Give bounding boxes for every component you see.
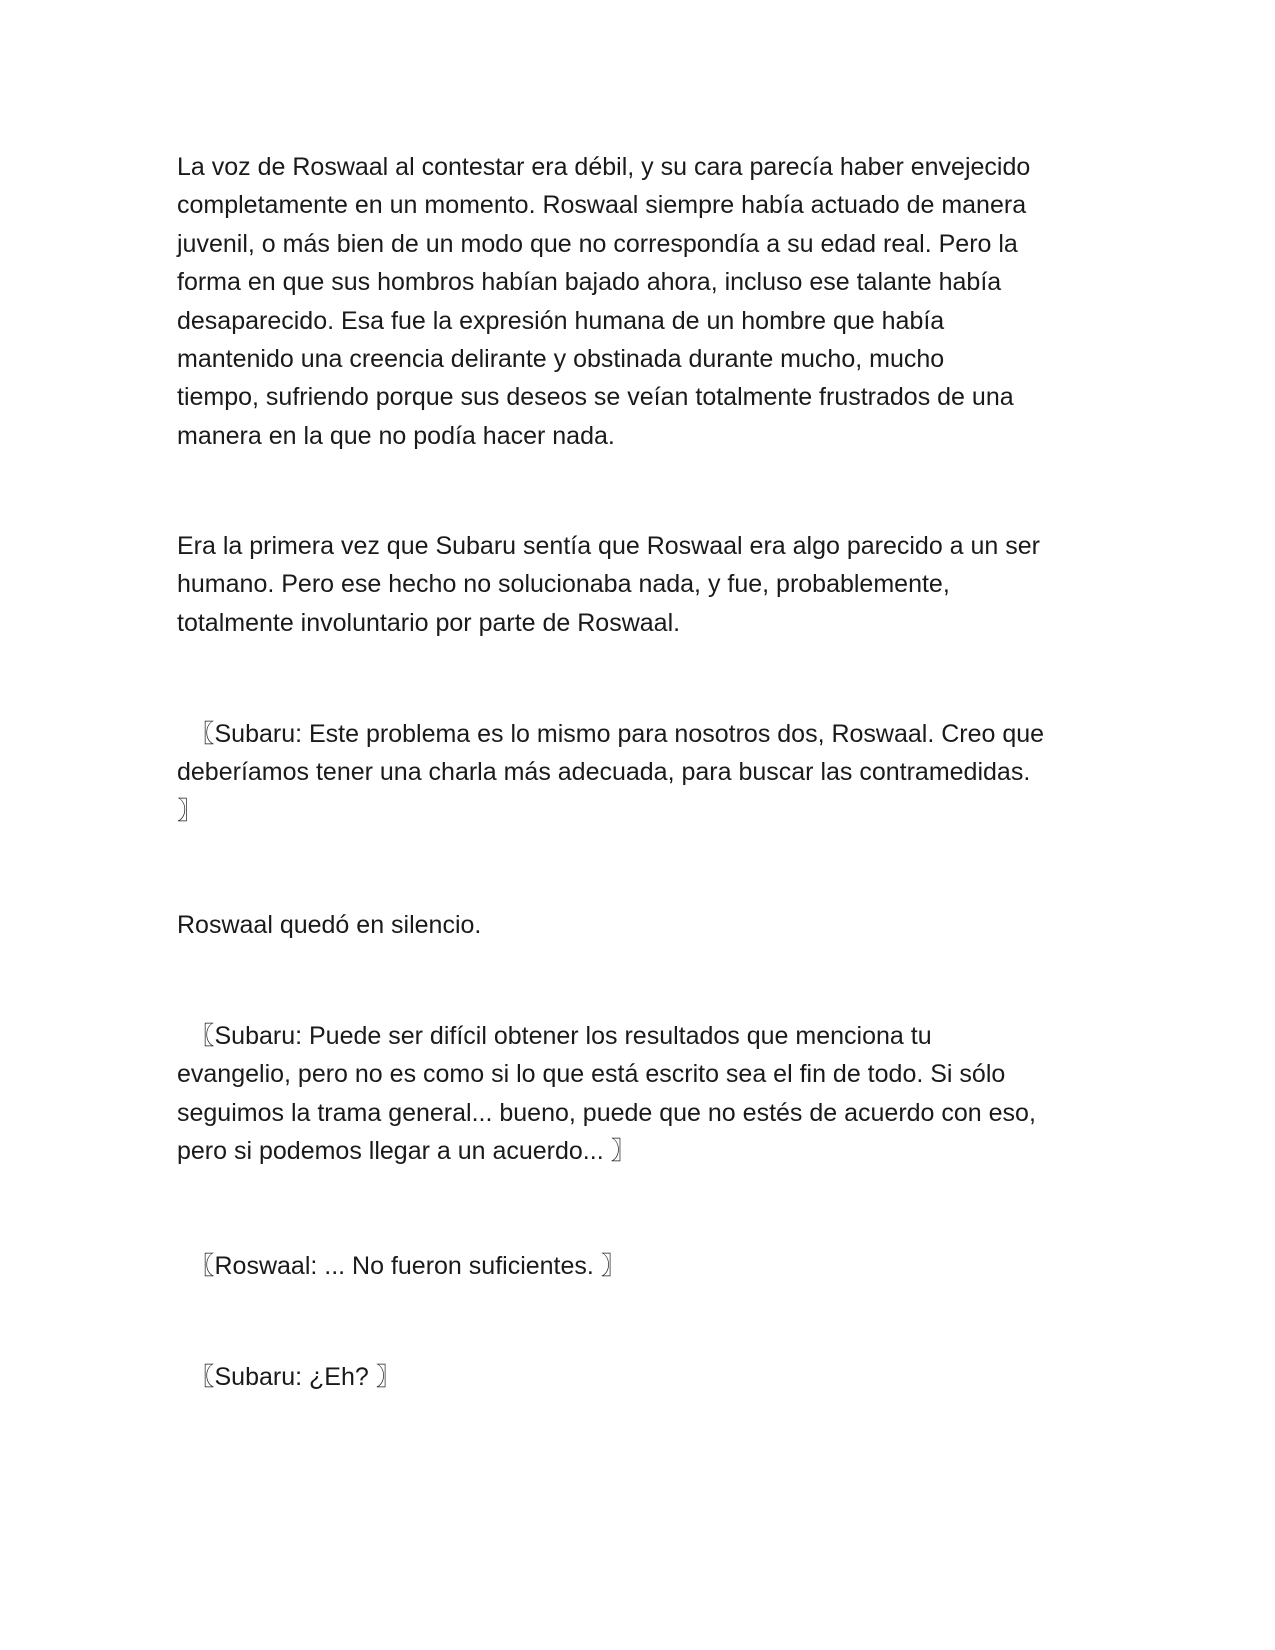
dialogue-paragraph: 〖Subaru: Este problema es lo mismo para nosotros dos, Roswaal. Creo que deberíamos tener una charla más adecuada, para buscar las contramedidas. 〗 (177, 720, 1045, 825)
narration-paragraph: Roswaal quedó en silencio. (177, 911, 482, 939)
dialogue-paragraph: 〖Roswaal: ... No fueron suficientes. 〗 (177, 1252, 626, 1280)
dialogue-paragraph: 〖Subaru: ¿Eh? 〗 (177, 1363, 401, 1391)
narration-paragraph: Era la primera vez que Subaru sentía que Roswaal era algo parecido a un ser humano. Pero ese hecho no solucionaba nada, y fue, probablemente, totalmente involuntario por parte de Roswaal. (177, 532, 1041, 637)
dialogue-paragraph: 〖Subaru: Puede ser difícil obtener los resultados que menciona tu evangelio, pero no es como si lo que está escrito sea el fin de todo. Si sólo seguimos la trama general... bueno, puede que no estés de acuerdo con eso, pero si podemos llegar a un acuerdo... 〗 (177, 1022, 1036, 1166)
narration-paragraph: La voz de Roswaal al contestar era débil, y su cara parecía haber envejecido completamente en un momento. Roswaal siempre había actuado de manera juvenil, o más bien de un modo que no correspondía a su edad real. Pero la forma en que sus hombros habían bajado ahora, incluso ese talante había desaparecido. Esa fue la expresión humana de un hombre que había mantenido una creencia delirante y obstinada durante mucho, mucho tiempo, sufriendo porque sus deseos se veían totalmente frustrados de una manera en la que no podía hacer nada. (177, 153, 1031, 450)
